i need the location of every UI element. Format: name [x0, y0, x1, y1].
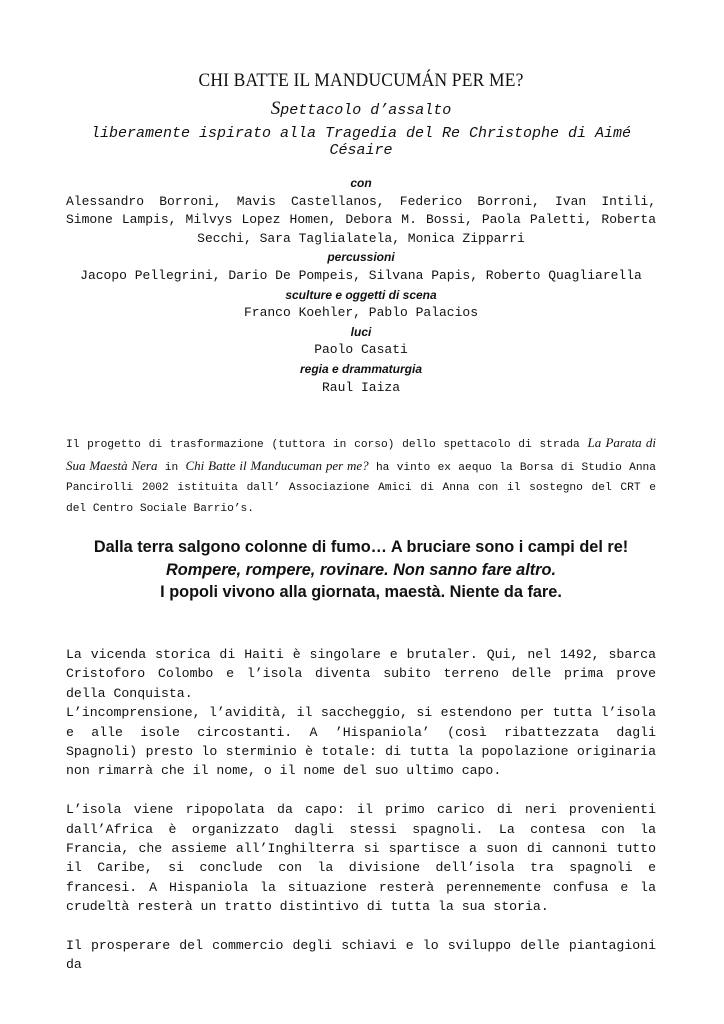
note-text-1: Il progetto di trasformazione (tuttora in corso) dello spettacolo di strada — [66, 439, 588, 451]
note-text-2: in — [157, 461, 186, 474]
credit-names-percussion: Jacopo Pellegrini, Dario De Pompeis, Silvana Papis, Roberto Quagliarella — [80, 267, 642, 283]
quote-line-2: Rompere, rompere, rovinare. Non sanno fare altro. — [166, 560, 556, 579]
award-note — [66, 433, 656, 519]
body-paragraph-3: Il prosperare del commercio degli schiavi e lo sviluppo delle piantagioni da — [66, 938, 656, 973]
note-text-3: ha vinto ex aequo la Borsa di Studio Anna Pancirolli 2002 istituita dall’ Associazione Amici di Anna con il sostegno del CRT e del Centro Sociale Barrio’s. — [66, 461, 656, 515]
credit-role-lights: luci — [350, 324, 372, 339]
credit-role-cast: con — [350, 176, 372, 190]
credit-names-sculptures: Franco Koehler, Pablo Palacios — [243, 305, 479, 321]
credits-block — [66, 174, 656, 397]
note-italic-show-title: La Parata di Sua Maestà Nera — [66, 435, 656, 473]
subtitle-text: pettacolo d’assalto — [280, 102, 452, 119]
body-text — [66, 645, 656, 975]
document-title: CHI BATTE IL MANDUCUMÁN PER ME? — [198, 70, 524, 91]
body-paragraph-2: L’isola viene ripopolata da capo: il primo carico di neri provenienti dall’Africa è organizzato dagli stessi spagnoli. La contesa con la Francia, che assieme all’Inghilterra si spartisce a suon di cannoni tutto il Caribe, si conclude con la divisione dell’isola tra spagnoli e francesi. A Hispaniola la situazione resterà perennemente confusa e la crudeltà resterà un tratto distintivo di tutta la sua storia. — [66, 802, 656, 915]
credit-role-sculptures: sculture e oggetti di scena — [285, 287, 437, 302]
quote-line-3: I popoli vivono alla giornata, maestà. Niente da fare. — [160, 583, 562, 601]
quote-block — [66, 536, 656, 604]
credit-names-lights: Paolo Casati — [314, 342, 408, 358]
subtitle-initial: S — [270, 98, 281, 119]
credit-role-direction: regia e drammaturgia — [299, 361, 423, 376]
note-italic-new-title: Chi Batte il Manducuman per me? — [185, 457, 369, 473]
quote-line-1: Dalla terra salgono colonne di fumo… A bruciare sono i campi del re! — [93, 538, 629, 556]
credit-names-cast: Alessandro Borroni, Mavis Castellanos, Federico Borroni, Ivan Intili, Simone Lampis, Milvys Lopez Homen, Debora M. Bossi, Paola Paletti, Roberta Secchi, Sara Taglialatela, Monica Zipparri — [66, 193, 656, 246]
document-subtitle — [66, 98, 656, 120]
inspiration-line: liberamente ispirato alla Tragedia del Re Christophe di Aimé Césaire — [90, 125, 632, 159]
credit-names-direction: Raul Iaiza — [321, 379, 400, 395]
credit-role-percussion: percussioni — [327, 250, 395, 265]
body-paragraph-1a: La vicenda storica di Haiti è singolare e brutaler. Qui, nel 1492, sbarca Cristoforo Colombo e l’isola diventa subito terreno delle prima prove della Conquista. — [66, 647, 656, 701]
body-paragraph-1b: L’incomprensione, l’avidità, il saccheggio, si estendono per tutta l’isola e alle isole circostanti. A ’Hispaniola’ (così ribattezzata dagli Spagnoli) presto lo sterminio è totale: di tutta la popolazione originaria non rimarrà che il nome, o il nome del suo ultimo capo. — [66, 705, 656, 779]
